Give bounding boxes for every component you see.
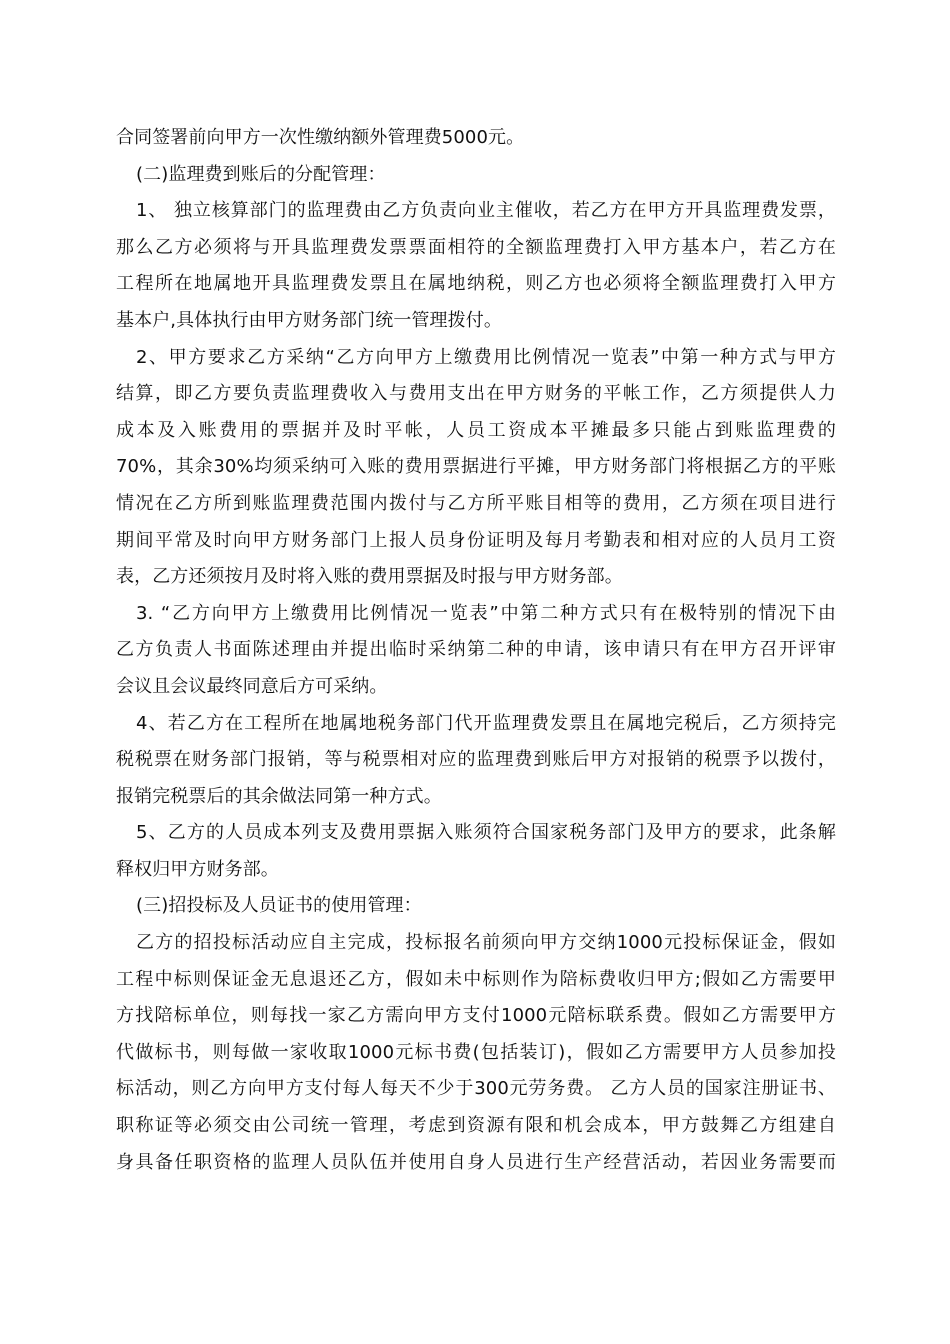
text-line: 3. “乙方向甲方上缴费用比例情况一览表”中第二种方式只有在极特别的情况下由 xyxy=(136,602,836,624)
text-line: 合同签署前向甲方一次性缴纳额外管理费5000元。 xyxy=(116,127,525,148)
text-line: 4、若乙方在工程所在地属地税务部门代开监理费发票且在属地完税后，乙方须持完 xyxy=(136,712,836,734)
text-line: 70%，其余30%均须采纳可入账的费用票据进行平摊，甲方财务部门将根据乙方的平账 xyxy=(116,456,836,478)
text-line: 方找陪标单位，则每找一家乙方需向甲方支付1000元陪标联系费。假如乙方需要甲方 xyxy=(116,1005,836,1027)
text-line: 基本户,具体执行由甲方财务部门统一管理拨付。 xyxy=(116,309,502,331)
text-line: 代做标书，则每做一家收取1000元标书费(包括装订)，假如乙方需要甲方人员参加投 xyxy=(116,1041,836,1063)
text-line: 职称证等必须交由公司统一管理，考虑到资源有限和机会成本，甲方鼓舞乙方组建自 xyxy=(116,1115,836,1137)
text-line: 释权归甲方财务部。 xyxy=(116,858,279,880)
text-line: 成本及入账费用的票据并及时平帐，人员工资成本平摊最多只能占到账监理费的 xyxy=(116,419,836,441)
text-line: 5、乙方的人员成本列支及费用票据入账须符合国家税务部门及甲方的要求，此条解 xyxy=(136,822,836,844)
text-line: 乙方负责人书面陈述理由并提出临时采纳第二种的申请，该申请只有在甲方召开评审 xyxy=(116,639,836,661)
section-heading: (三)招投标及人员证书的使用管理： xyxy=(136,895,422,917)
text-line: 身具备任职资格的监理人员队伍并使用自身人员进行生产经营活动，若因业务需要而 xyxy=(116,1151,836,1173)
text-line: 工程所在地属地开具监理费发票且在属地纳税，则乙方也必须将全额监理费打入甲方 xyxy=(116,273,836,295)
text-line: 期间平常及时向甲方财务部门上报人员身份证明及每月考勤表和相对应的人员月工资 xyxy=(116,529,836,551)
text-line: 标活动，则乙方向甲方支付每人每天不少于300元劳务费。 乙方人员的国家注册证书、 xyxy=(116,1078,836,1100)
text-line: 乙方的招投标活动应自主完成，投标报名前须向甲方交纳1000元投标保证金，假如 xyxy=(136,932,836,954)
text-line: 情况在乙方所到账监理费范围内拨付与乙方所平账目相等的费用，乙方须在项目进行 xyxy=(116,492,836,514)
text-line: 税税票在财务部门报销，等与税票相对应的监理费到账后甲方对报销的税票予以拨付， xyxy=(116,749,836,771)
text-line: 结算，即乙方要负责监理费收入与费用支出在甲方财务的平帐工作，乙方须提供人力 xyxy=(116,383,836,405)
text-line: 会议且会议最终同意后方可采纳。 xyxy=(116,675,388,697)
text-line: 表，乙方还须按月及时将入账的费用票据及时报与甲方财务部。 xyxy=(116,566,623,588)
text-line: 1、 独立核算部门的监理费由乙方负责向业主催收，若乙方在甲方开具监理费发票， xyxy=(136,200,836,222)
document-body xyxy=(116,120,836,1181)
text-line: 那么乙方必须将与开具监理费发票票面相符的全额监理费打入甲方基本户，若乙方在 xyxy=(116,236,836,258)
text-line: 报销完税票后的其余做法同第一种方式。 xyxy=(116,785,442,807)
section-heading: (二)监理费到账后的分配管理： xyxy=(136,163,386,185)
text-line: 2、甲方要求乙方采纳“乙方向甲方上缴费用比例情况一览表”中第一种方式与甲方 xyxy=(136,346,836,368)
text-line: 工程中标则保证金无息退还乙方，假如未中标则作为陪标费收归甲方;假如乙方需要甲 xyxy=(116,968,836,990)
